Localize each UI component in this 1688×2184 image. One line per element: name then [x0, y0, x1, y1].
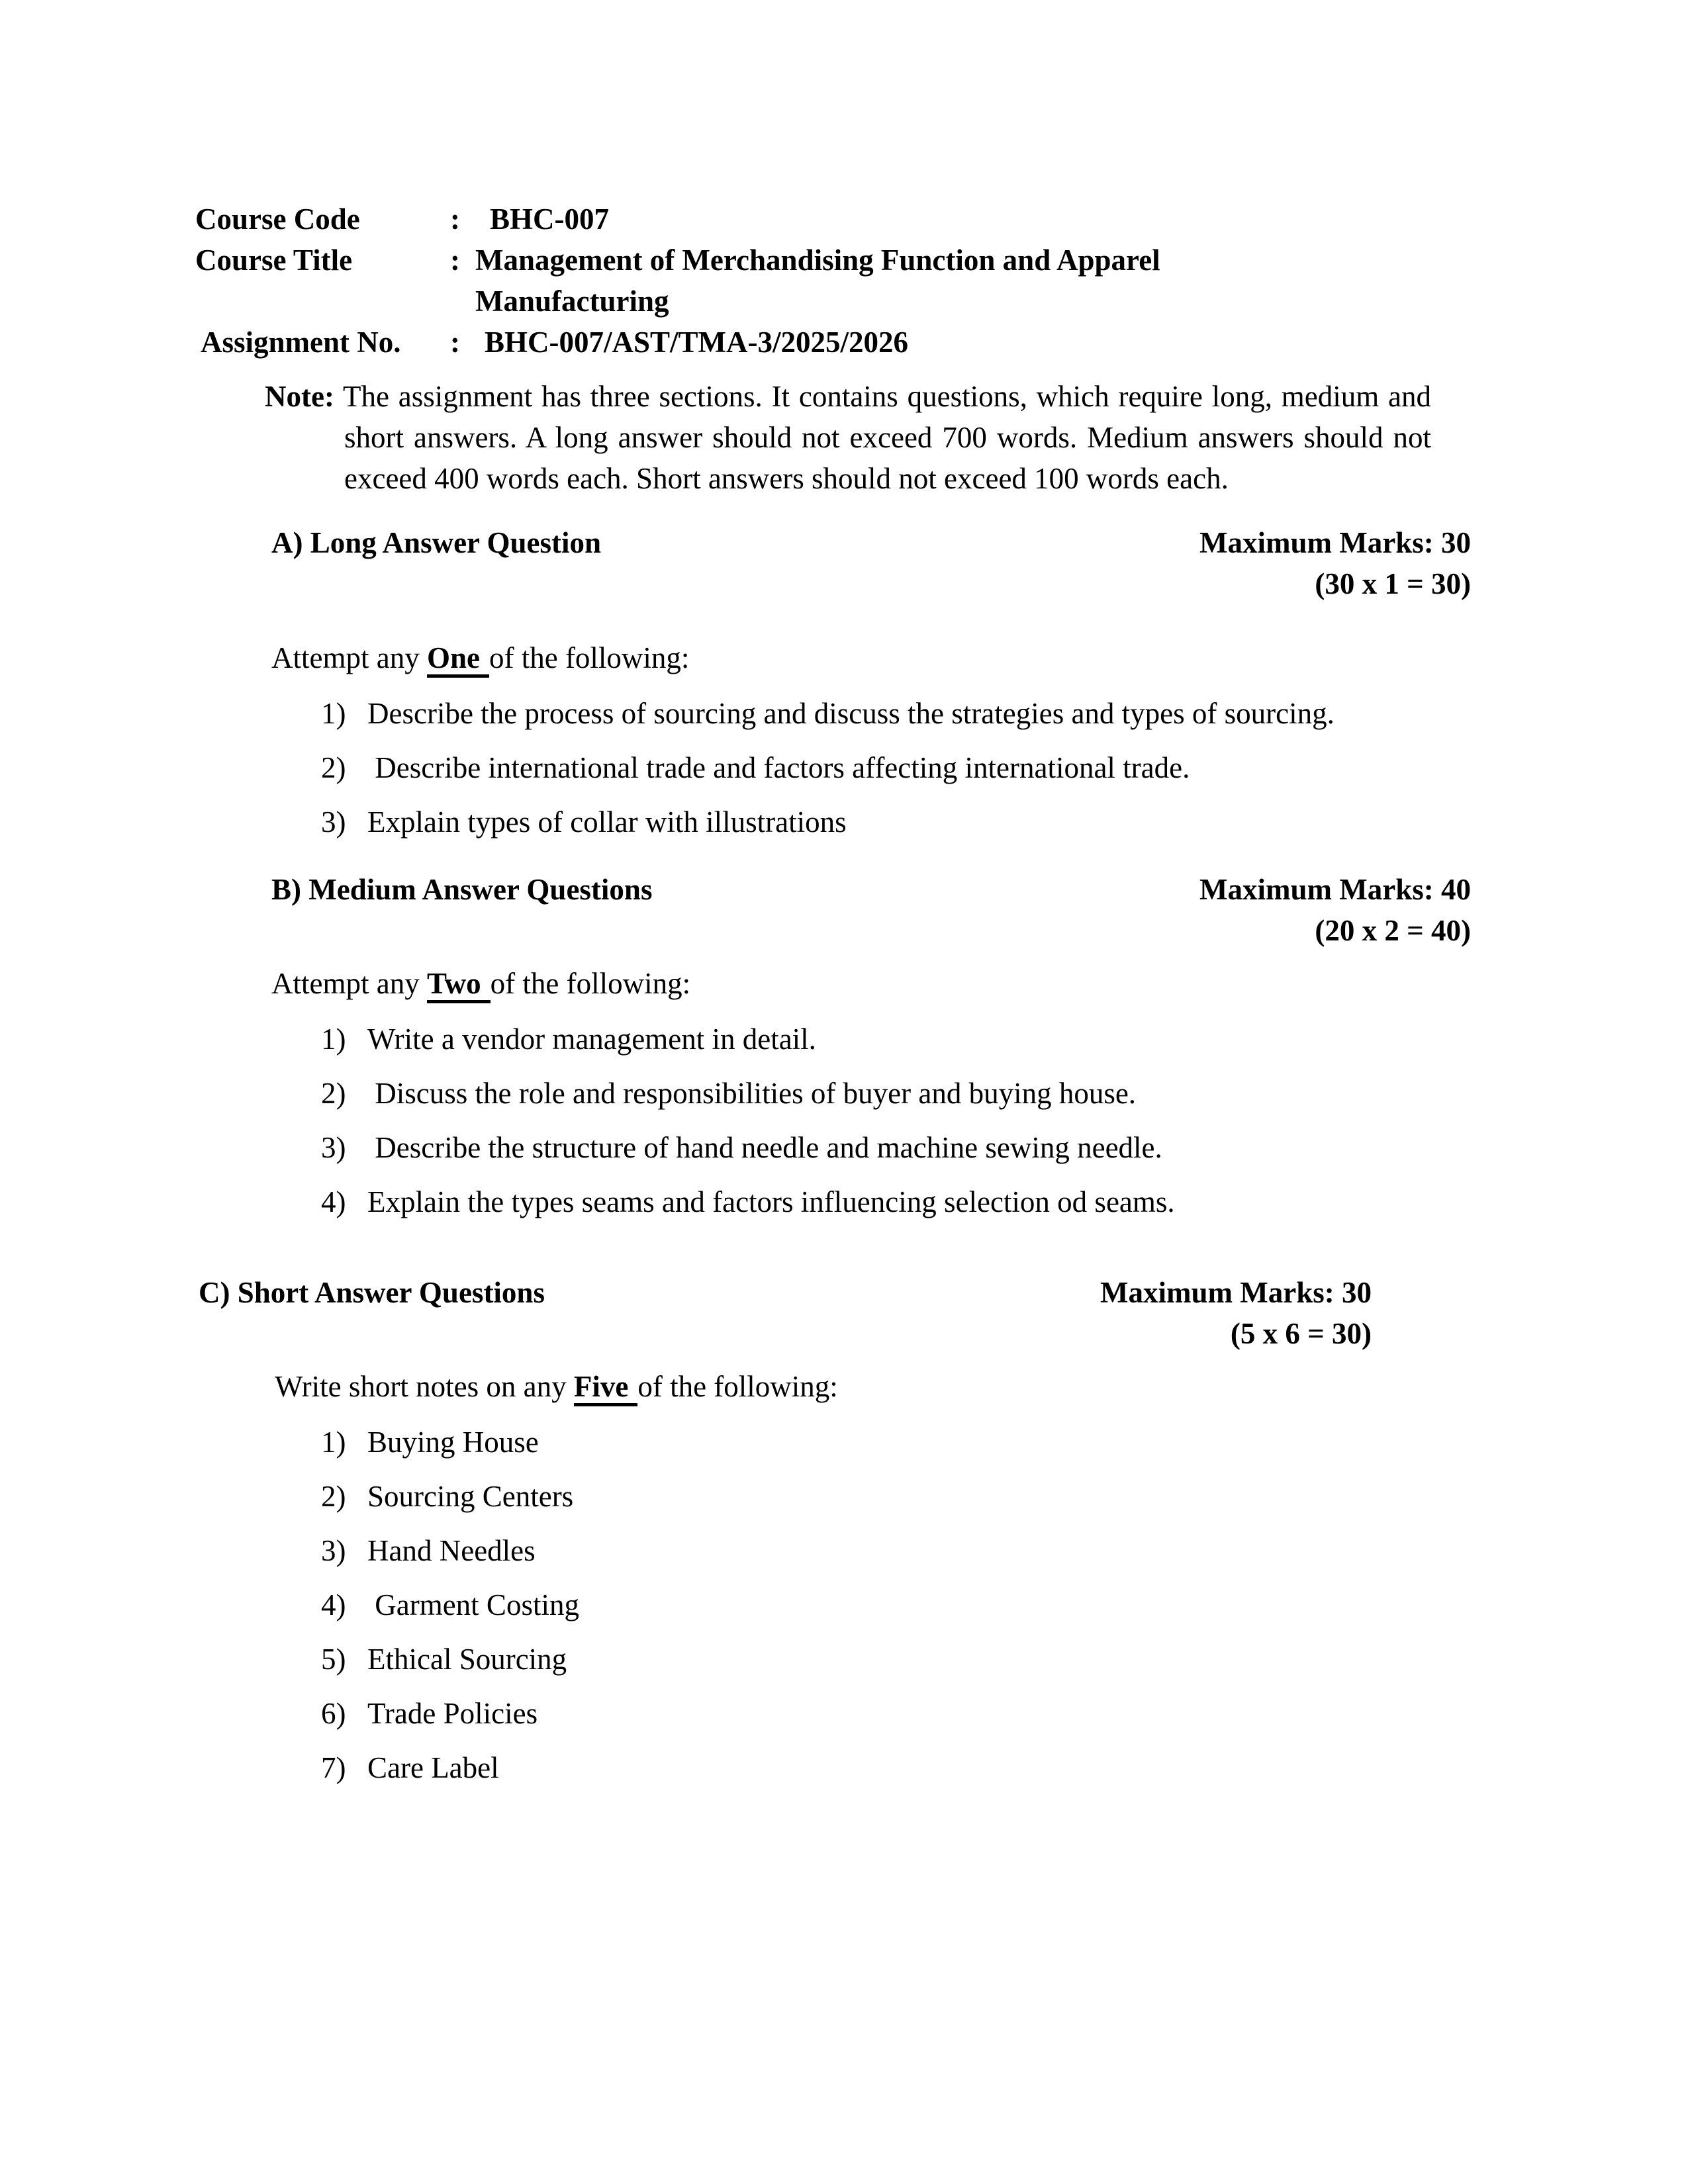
section-a-heading-line1	[271, 522, 1471, 563]
section-c-marks-calc: (5 x 6 = 30)	[1230, 1317, 1372, 1350]
question-text: Explain the types seams and factors influencing selection od seams.	[367, 1185, 1175, 1218]
course-title-value: Management of Merchandising Function and Apparel Manufacturing	[475, 244, 1160, 318]
section-c-attempt-keyword: Five	[574, 1370, 637, 1406]
list-item	[321, 1639, 1688, 1680]
question-number: 4)	[321, 1185, 346, 1218]
question-text: Explain types of collar with illustrations	[367, 805, 847, 839]
section-c-attempt-prefix: Write short notes on any	[275, 1370, 574, 1403]
list-item	[321, 801, 1688, 842]
section-a-heading	[271, 522, 1471, 604]
question-number: 1)	[321, 1426, 346, 1459]
note-label: Note:	[265, 380, 334, 413]
course-code-value: BHC-007	[490, 203, 609, 236]
section-c-max-marks: Maximum Marks: 30	[1100, 1276, 1372, 1309]
list-item	[321, 1019, 1688, 1060]
assignment-no-colon: :	[450, 326, 460, 359]
list-item	[321, 1584, 1688, 1625]
question-number: 7)	[321, 1751, 346, 1784]
question-text: Describe the structure of hand needle and machine sewing needle.	[367, 1131, 1162, 1164]
question-number: 3)	[321, 1131, 346, 1164]
section-a-attempt-line	[271, 637, 1688, 678]
list-item	[321, 693, 1688, 734]
section-c-attempt-suffix: of the following:	[637, 1370, 838, 1403]
section-b-marks-calc: (20 x 2 = 40)	[1315, 914, 1471, 947]
question-number: 2)	[321, 1077, 346, 1110]
section-a-attempt-prefix: Attempt any	[271, 641, 427, 674]
section-a-max-marks: Maximum Marks: 30	[1199, 526, 1471, 559]
question-text: Sourcing Centers	[367, 1480, 574, 1513]
section-c-title: C) Short Answer Questions	[199, 1276, 545, 1309]
list-item	[321, 1181, 1688, 1222]
assignment-no-row	[195, 322, 1688, 363]
question-number: 5)	[321, 1643, 346, 1676]
question-text: Describe international trade and factors affecting international trade.	[367, 751, 1190, 784]
question-number: 3)	[321, 805, 346, 839]
section-a-marks-calc: (30 x 1 = 30)	[1315, 567, 1471, 600]
question-number: 4)	[321, 1588, 346, 1621]
question-number: 6)	[321, 1697, 346, 1730]
course-title-colon: :	[450, 244, 460, 277]
list-item	[321, 747, 1688, 788]
section-c-heading	[199, 1272, 1372, 1354]
question-text: Hand Needles	[367, 1534, 536, 1567]
section-b-heading	[271, 869, 1471, 951]
list-item	[321, 1073, 1688, 1114]
assignment-no-label: Assignment No.	[201, 326, 401, 359]
question-text: Buying House	[367, 1426, 539, 1459]
section-b-attempt-line	[271, 963, 1688, 1004]
question-text: Write a vendor management in detail.	[367, 1023, 816, 1056]
course-title-label: Course Title	[195, 244, 353, 277]
list-item	[321, 1476, 1688, 1517]
section-a-title: A) Long Answer Question	[271, 526, 601, 559]
section-b-question-list	[321, 1019, 1688, 1222]
question-number: 3)	[321, 1534, 346, 1567]
question-number: 1)	[321, 697, 346, 730]
list-item	[321, 1693, 1688, 1734]
section-b-attempt-suffix: of the following:	[490, 967, 691, 1000]
question-text: Discuss the role and responsibilities of buyer and buying house.	[367, 1077, 1137, 1110]
question-number: 1)	[321, 1023, 346, 1056]
section-c-heading-line1	[199, 1272, 1372, 1313]
list-item	[321, 1747, 1688, 1788]
question-text: Garment Costing	[367, 1588, 579, 1621]
course-code-row	[195, 199, 1688, 240]
note-paragraph	[265, 376, 1431, 499]
course-title-row	[195, 240, 1688, 322]
section-b-max-marks: Maximum Marks: 40	[1199, 873, 1471, 906]
section-c-question-list	[321, 1422, 1688, 1788]
section-a-attempt-keyword: One	[427, 641, 489, 678]
section-b-attempt-keyword: Two	[427, 967, 491, 1003]
section-b-title: B) Medium Answer Questions	[271, 873, 653, 906]
question-text: Care Label	[367, 1751, 499, 1784]
note-text: The assignment has three sections. It contains questions, which require long, medium and short answers. A long answer should not exceed 700 words. Medium answers should not exceed 400 words each. Short answers should not exceed 100 words each.	[342, 380, 1432, 495]
course-code-label: Course Code	[195, 203, 360, 236]
question-text: Describe the process of sourcing and discuss the strategies and types of sourcing.	[367, 697, 1335, 730]
section-a-question-list	[321, 693, 1688, 842]
assignment-no-value: BHC-007/AST/TMA-3/2025/2026	[485, 326, 909, 359]
section-b-heading-line1	[271, 869, 1471, 910]
list-item	[321, 1127, 1688, 1168]
question-text: Ethical Sourcing	[367, 1643, 567, 1676]
question-text: Trade Policies	[367, 1697, 538, 1730]
list-item	[321, 1530, 1688, 1571]
list-item	[321, 1422, 1688, 1463]
course-code-colon: :	[450, 203, 460, 236]
section-a-attempt-suffix: of the following:	[489, 641, 690, 674]
question-number: 2)	[321, 1480, 346, 1513]
section-c-attempt-line	[275, 1366, 1688, 1407]
question-number: 2)	[321, 751, 346, 784]
section-b-attempt-prefix: Attempt any	[271, 967, 427, 1000]
